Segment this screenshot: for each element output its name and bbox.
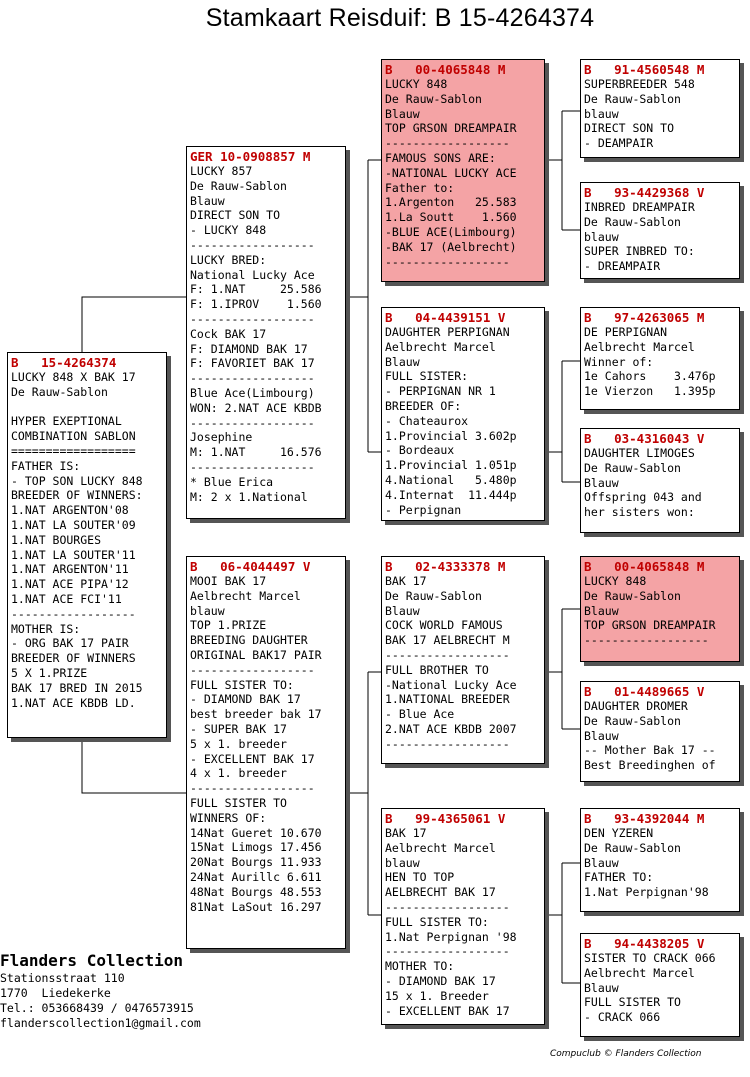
card-line: FULL SISTER:	[385, 369, 469, 384]
card-line: SUPER INBRED TO:	[584, 244, 695, 259]
card-line: 1.Nat Perpignan'98	[584, 885, 709, 900]
card-line: Winner of:	[584, 354, 654, 369]
card-line: AELBRECHT BAK 17	[385, 885, 496, 900]
card-line: F: FAVORIET BAK 17	[190, 356, 315, 371]
card-line: SISTER TO CRACK 066	[584, 951, 716, 965]
card-line: -National Lucky Ace	[385, 677, 517, 692]
card-line: BAK 17	[385, 826, 427, 840]
ring-number: B 00-4065848 M	[584, 559, 705, 574]
pedigree-card-dss	[580, 556, 740, 662]
card-line: her sisters won:	[584, 505, 695, 520]
card-line: Blauw	[385, 106, 420, 121]
card-line: BAK 17	[385, 574, 427, 588]
card-line: 1.NATIONAL BREEDER	[385, 692, 510, 707]
card-line: Aelbrecht Marcel	[584, 339, 695, 354]
card-line: 1.NAT ARGENTON'11	[11, 562, 129, 577]
card-line: ------------------	[584, 633, 709, 648]
ring-number: B 00-4065848 M	[385, 62, 506, 77]
card-line: TOP GRSON DREAMPAIR	[584, 618, 716, 633]
card-line: De Rauw-Sablon	[584, 460, 681, 475]
card-line: FULL SISTER TO	[584, 995, 681, 1010]
card-line: 5 x 1. breeder	[190, 736, 287, 751]
card-line: ==================	[11, 443, 136, 458]
pedigree-card-sss	[580, 59, 740, 158]
card-line: 1.NAT ACE FCI'11	[11, 591, 122, 606]
card-line	[11, 400, 163, 415]
card-line: Blauw	[385, 603, 420, 618]
card-line: Blauw	[584, 728, 619, 743]
address-street: Stationsstraat 110	[0, 971, 125, 985]
card-lines	[584, 699, 736, 773]
card-line: 1.Provincial 1.051p	[385, 458, 517, 473]
card-line: 1.La Soutt 1.560	[385, 210, 517, 225]
card-line: -- Mother Bak 17 --	[584, 743, 716, 758]
card-line: BAK 17 BRED IN 2015	[11, 680, 143, 695]
card-line: 1.NAT ACE PIPA'12	[11, 577, 129, 592]
pedigree-card-dsd	[580, 681, 740, 782]
card-line: FULL SISTER TO:	[385, 914, 489, 929]
card-line: DAUGHTER LIMOGES	[584, 446, 695, 460]
card-line: Blauw	[584, 855, 619, 870]
card-line: FATHER IS:	[11, 458, 81, 473]
card-line: M: 1.NAT 16.576	[190, 445, 322, 460]
card-line: 5 X 1.PRIZE	[11, 665, 88, 680]
card-lines	[584, 77, 736, 151]
card-line: 1e Cahors 3.476p	[584, 369, 716, 384]
card-line: De Rauw-Sablon	[584, 713, 681, 728]
ring-number: B 03-4316043 V	[584, 431, 705, 446]
card-line: Blauw	[584, 603, 619, 618]
card-line: Cock BAK 17	[190, 326, 267, 341]
card-line: De Rauw-Sablon	[385, 91, 482, 106]
card-line: - EXCELLENT BAK 17	[385, 1003, 510, 1018]
card-line: FULL SISTER TO	[190, 795, 287, 810]
ring-number: B 94-4438205 V	[584, 936, 705, 951]
card-line: 24Nat Aurillc 6.611	[190, 869, 322, 884]
card-line: FAMOUS SONS ARE:	[385, 150, 496, 165]
card-line: LUCKY 848	[584, 574, 647, 588]
card-line: De Rauw-Sablon	[584, 588, 681, 603]
card-line: Father to:	[385, 180, 455, 195]
pedigree-card-sdd	[580, 428, 740, 533]
card-line: Aelbrecht Marcel	[385, 840, 496, 855]
card-line: 1.NAT BOURGES	[11, 532, 102, 547]
company-name: Flanders Collection	[0, 951, 184, 970]
card-lines	[385, 325, 541, 517]
contact-block	[0, 951, 201, 1031]
page-title: Stamkaart Reisduif: B 15-4264374	[205, 4, 595, 32]
card-line: ------------------	[190, 237, 315, 252]
pedigree-card-sds	[580, 307, 740, 410]
card-line: ------------------	[385, 736, 510, 751]
card-line: 1.NAT LA SOUTER'11	[11, 547, 136, 562]
card-line: 1.Provincial 3.602p	[385, 428, 517, 443]
card-line: ------------------	[385, 254, 510, 269]
card-lines	[385, 826, 541, 1018]
card-line: Blue Ace(Limbourg)	[190, 385, 315, 400]
card-line: blauw	[385, 855, 420, 870]
card-line: WINNERS OF:	[190, 810, 267, 825]
card-line: De Rauw-Sablon	[190, 178, 287, 193]
card-line: 1.Nat Perpignan '98	[385, 929, 517, 944]
card-line: Best Breedinghen of	[584, 758, 716, 773]
ring-number: B 15-4264374	[11, 355, 117, 370]
card-line: DIRECT SON TO	[584, 121, 675, 136]
card-line: F: DIAMOND BAK 17	[190, 341, 308, 356]
card-line: COMBINATION SABLON	[11, 429, 136, 444]
card-line: M: 2 x 1.National	[190, 489, 308, 504]
card-line: ------------------	[385, 136, 510, 151]
card-line: DIRECT SON TO	[190, 208, 281, 223]
card-line: 4.National 5.480p	[385, 472, 517, 487]
card-line: FATHER TO:	[584, 870, 654, 885]
card-line: Aelbrecht Marcel	[385, 339, 496, 354]
card-line: ------------------	[11, 606, 136, 621]
card-lines	[584, 826, 736, 900]
card-line: BAK 17 AELBRECHT M	[385, 633, 510, 648]
card-line: F: 1.NAT 25.586	[190, 282, 322, 297]
card-line: 15Nat Limogs 17.456	[190, 840, 322, 855]
card-line: - TOP SON LUCKY 848	[11, 473, 143, 488]
card-line: Blauw	[584, 980, 619, 995]
card-line: MOOI BAK 17	[190, 574, 267, 588]
card-line: National Lucky Ace	[190, 267, 315, 282]
ring-number: GER 10-0908857 M	[190, 149, 311, 164]
card-line: Blauw	[584, 475, 619, 490]
card-line: 14Nat Gueret 10.670	[190, 825, 322, 840]
card-line: TOP GRSON DREAMPAIR	[385, 121, 517, 136]
card-line: ------------------	[190, 311, 315, 326]
card-lines	[385, 77, 541, 269]
card-line: * Blue Erica	[190, 474, 274, 489]
address-city: 1770 Liedekerke	[0, 986, 111, 1000]
card-line: - LUCKY 848	[190, 223, 267, 238]
ring-number: B 04-4439151 V	[385, 310, 506, 325]
card-line: - SUPER BAK 17	[190, 721, 287, 736]
card-line: HEN TO TOP	[385, 870, 455, 885]
email-address: flanderscollection1@gmail.com	[0, 1016, 201, 1030]
ring-number: B 99-4365061 V	[385, 811, 506, 826]
card-line: BREEDER OF WINNERS:	[11, 488, 143, 503]
card-lines	[584, 446, 736, 520]
card-line: WON: 2.NAT ACE KBDB	[190, 400, 322, 415]
ring-number: B 01-4489665 V	[584, 684, 705, 699]
pedigree-card-dds	[580, 808, 740, 912]
credit-text: Compuclub © Flanders Collection	[550, 1049, 702, 1059]
card-line: 81Nat LaSout 16.297	[190, 899, 322, 914]
card-line: - CRACK 066	[584, 1010, 661, 1025]
card-line: 4.Internat 11.444p	[385, 487, 517, 502]
card-line: best breeder bak 17	[190, 707, 322, 722]
card-line: ------------------	[190, 371, 315, 386]
card-line: DAUGHTER DROMER	[584, 699, 688, 713]
pedigree-card-dam-sire	[381, 556, 545, 764]
card-lines	[584, 200, 736, 274]
pedigree-card-dam	[186, 556, 346, 949]
ring-number: B 97-4263065 M	[584, 310, 705, 325]
card-line: - Bordeaux	[385, 443, 455, 458]
ring-number: B 91-4560548 M	[584, 62, 705, 77]
card-line: 2.NAT ACE KBDB 2007	[385, 721, 517, 736]
pedigree-card-sire	[186, 146, 346, 519]
card-line: 1e Vierzon 1.395p	[584, 384, 716, 399]
card-line: Aelbrecht Marcel	[584, 965, 695, 980]
card-line: Josephine	[190, 430, 253, 445]
card-line: Blauw	[385, 354, 420, 369]
card-line: blauw	[190, 603, 225, 618]
card-lines	[584, 574, 736, 648]
ring-number: B 93-4392044 M	[584, 811, 705, 826]
card-line: ------------------	[190, 415, 315, 430]
card-lines	[584, 325, 736, 399]
card-line: De Rauw-Sablon	[11, 384, 108, 399]
card-line: 4 x 1. breeder	[190, 766, 287, 781]
card-line: MOTHER TO:	[385, 959, 455, 974]
card-line: De Rauw-Sablon	[584, 840, 681, 855]
card-line: INBRED DREAMPAIR	[584, 200, 695, 214]
card-line: LUCKY BRED:	[190, 252, 267, 267]
card-line: Offspring 043 and	[584, 490, 702, 505]
card-line: LUCKY 857	[190, 164, 253, 178]
card-lines	[584, 951, 736, 1025]
card-line: 48Nat Bourgs 48.553	[190, 884, 322, 899]
pedigree-card-subject	[7, 352, 167, 738]
card-line: ORIGINAL BAK17 PAIR	[190, 647, 322, 662]
ring-number: B 06-4044497 V	[190, 559, 311, 574]
card-line: BREEDER OF:	[385, 398, 462, 413]
card-line: - Blue Ace	[385, 707, 455, 722]
card-line: MOTHER IS:	[11, 621, 81, 636]
card-line: Aelbrecht Marcel	[190, 588, 301, 603]
card-lines	[190, 574, 342, 914]
pedigree-card-ssd	[580, 182, 740, 279]
card-lines	[11, 370, 163, 710]
card-line: blauw	[584, 106, 619, 121]
card-line: 20Nat Bourgs 11.933	[190, 855, 322, 870]
card-line: FULL SISTER TO:	[190, 677, 294, 692]
card-lines	[385, 574, 541, 752]
card-line: 15 x 1. Breeder	[385, 988, 489, 1003]
card-line: De Rauw-Sablon	[584, 91, 681, 106]
card-line: F: 1.IPROV 1.560	[190, 297, 322, 312]
pedigree-card-dam-dam	[381, 808, 545, 1025]
card-line: 1.Argenton 25.583	[385, 195, 517, 210]
pedigree-card-sire-dam	[381, 307, 545, 521]
card-line: COCK WORLD FAMOUS	[385, 618, 503, 633]
card-line: ------------------	[385, 647, 510, 662]
card-line: - EXCELLENT BAK 17	[190, 751, 315, 766]
card-line: ------------------	[190, 781, 315, 796]
card-line: BREEDING DAUGHTER	[190, 633, 308, 648]
pedigree-card-ddd	[580, 933, 740, 1037]
card-line: LUCKY 848	[385, 77, 448, 91]
card-line: - PERPIGNAN NR 1	[385, 384, 496, 399]
card-line: - Perpignan	[385, 502, 462, 517]
card-line: 1.NAT LA SOUTER'09	[11, 517, 136, 532]
card-line: Blauw	[190, 193, 225, 208]
card-line: -BAK 17 (Aelbrecht)	[385, 239, 517, 254]
card-line: - ORG BAK 17 PAIR	[11, 636, 129, 651]
card-line: HYPER EXEPTIONAL	[11, 414, 122, 429]
card-line: DAUGHTER PERPIGNAN	[385, 325, 510, 339]
card-line: BREEDER OF WINNERS	[11, 651, 136, 666]
ring-number: B 93-4429368 V	[584, 185, 705, 200]
card-line: DE PERPIGNAN	[584, 325, 668, 339]
card-line: ------------------	[190, 662, 315, 677]
card-line: -NATIONAL LUCKY ACE	[385, 165, 517, 180]
card-line: TOP 1.PRIZE	[190, 618, 267, 633]
card-line: DEN YZEREN	[584, 826, 654, 840]
card-lines	[190, 164, 342, 504]
card-line: 1.NAT ACE KBDB LD.	[11, 695, 136, 710]
card-line: -BLUE ACE(Limbourg)	[385, 224, 517, 239]
card-line: blauw	[584, 229, 619, 244]
card-line: 1.NAT ARGENTON'08	[11, 503, 129, 518]
card-line: ------------------	[385, 899, 510, 914]
card-line: - DIAMOND BAK 17	[385, 973, 496, 988]
card-line: ------------------	[385, 944, 510, 959]
pedigree-card-sire-sire	[381, 59, 545, 282]
card-line: - DEAMPAIR	[584, 136, 654, 151]
card-line: De Rauw-Sablon	[584, 214, 681, 229]
card-line: - DREAMPAIR	[584, 259, 661, 274]
card-line: FULL BROTHER TO	[385, 662, 489, 677]
card-line: - DIAMOND BAK 17	[190, 692, 301, 707]
card-line: LUCKY 848 X BAK 17	[11, 370, 136, 384]
card-line: De Rauw-Sablon	[385, 588, 482, 603]
card-line: - Chateaurox	[385, 413, 469, 428]
card-line: SUPERBREEDER 548	[584, 77, 695, 91]
card-line: ------------------	[190, 459, 315, 474]
ring-number: B 02-4333378 M	[385, 559, 506, 574]
phone-numbers: Tel.: 053668439 / 0476573915	[0, 1001, 194, 1015]
